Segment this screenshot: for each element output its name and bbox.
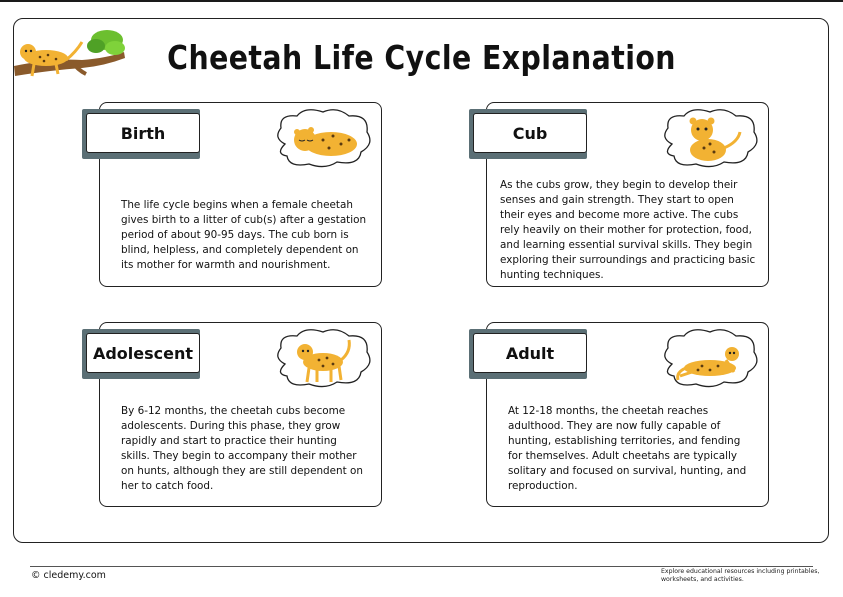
top-rule [0, 0, 843, 2]
stage-description: As the cubs grow, they begin to develop their senses and gain strength. They start to open their eyes and become more active. The cubs rely heavily on their mother for protection, food, and learning essential survival skills. They begin exploring their surroundings and practicing basic hunting techniques. [500, 179, 756, 281]
footer-brand: © cledemy.com [31, 570, 106, 581]
stage-description: At 12-18 months, the cheetah reaches adulthood. They are now fully capable of hunting, establishing territories, and fending for themselves. Adult cheetahs are typically solitary and focused on survival, hunting, and reproduction. [508, 405, 747, 492]
footer-tagline: Explore educational resources including printables, worksheets, and activities. [661, 568, 820, 583]
stage-label: Adolescent [86, 333, 200, 373]
stage-description: By 6-12 months, the cheetah cubs become adolescents. During this phase, they grow rapidly and start to practice their hunting skills. They begin to accompany their mother on hunts, although they are still dependent on her to catch food. [121, 405, 363, 492]
sitting-cub-icon [658, 108, 762, 170]
stage-label: Cub [473, 113, 587, 153]
stage-description: The life cycle begins when a female cheetah gives birth to a litter of cub(s) after a gestation period of about 90-95 days. The cub born is blind, helpless, and completely dependent on its mother for warmth and nourishment. [121, 199, 367, 271]
adult-cheetah-icon [658, 328, 762, 390]
stage-label: Birth [86, 113, 200, 153]
footer-rule [30, 566, 813, 567]
sleeping-cub-icon [271, 108, 375, 170]
page-title: Cheetah Life Cycle Explanation [167, 38, 676, 77]
stage-label: Adult [473, 333, 587, 373]
young-cheetah-icon [271, 328, 375, 390]
